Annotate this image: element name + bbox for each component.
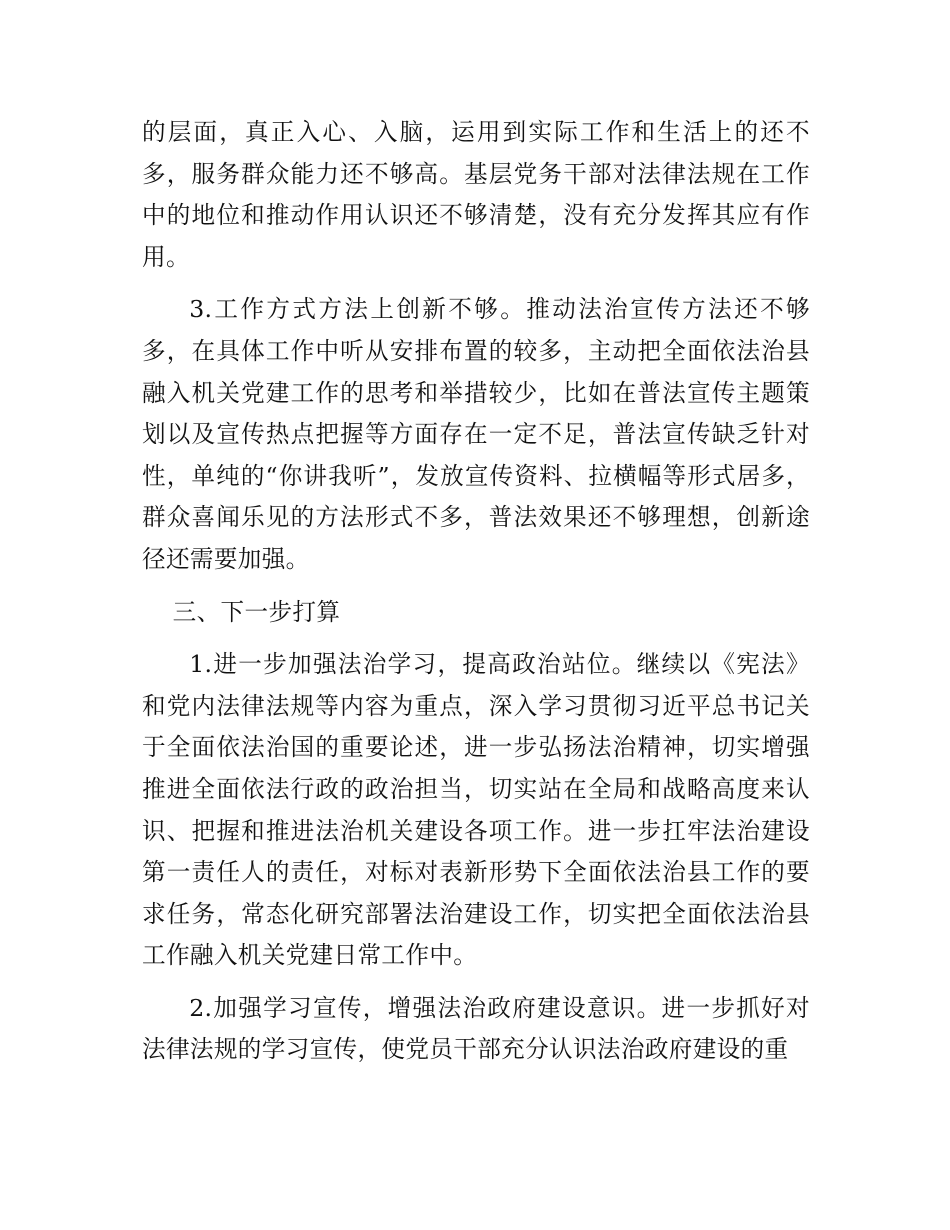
paragraph-plan-1: 1.进一步加强法治学习，提高政治站位。继续以《宪法》和党内法律法规等内容为重点，深入学习贯彻习近平总书记关于全面依法治国的重要论述，进一步弘扬法治精神，切实增强推进全面依法行政的政治担当，切实站在全局和战略高度来认识、把握和推进法治机关建设各项工作。进一步扛牢法治建设第一责任人的责任，对标对表新形势下全面依法治县工作的要求任务，常态化研究部署法治建设工作，切实把全面依法治县工作融入机关党建日常工作中。	[142, 650, 810, 970]
paragraph-continuation: 的层面，真正入心、入脑，运用到实际工作和生活上的还不多，服务群众能力还不够高。基层党务干部对法律法规在工作中的地位和推动作用认识还不够清楚，没有充分发挥其应有作用。	[142, 118, 810, 271]
paragraph-problem-3: 3.工作方式方法上创新不够。推动法治宣传方法还不够多，在具体工作中听从安排布置的较多，主动把全面依法治县融入机关党建工作的思考和举措较少，比如在普法宣传主题策划以及宣传热点把握等方面存在一定不足，普法宣传缺乏针对性，单纯的“你讲我听”，发放宣传资料、拉横幅等形式居多，群众喜闻乐见的方法形式不多，普法效果还不够理想，创新途径还需要加强。	[142, 295, 810, 573]
document-page	[142, 112, 810, 1082]
paragraph-plan-2: 2.加强学习宣传，增强法治政府建设意识。进一步抓好对法律法规的学习宣传，使党员干部充分认识法治政府建设的重	[142, 993, 810, 1064]
section-heading-next-steps: 三、下一步打算	[172, 597, 341, 626]
